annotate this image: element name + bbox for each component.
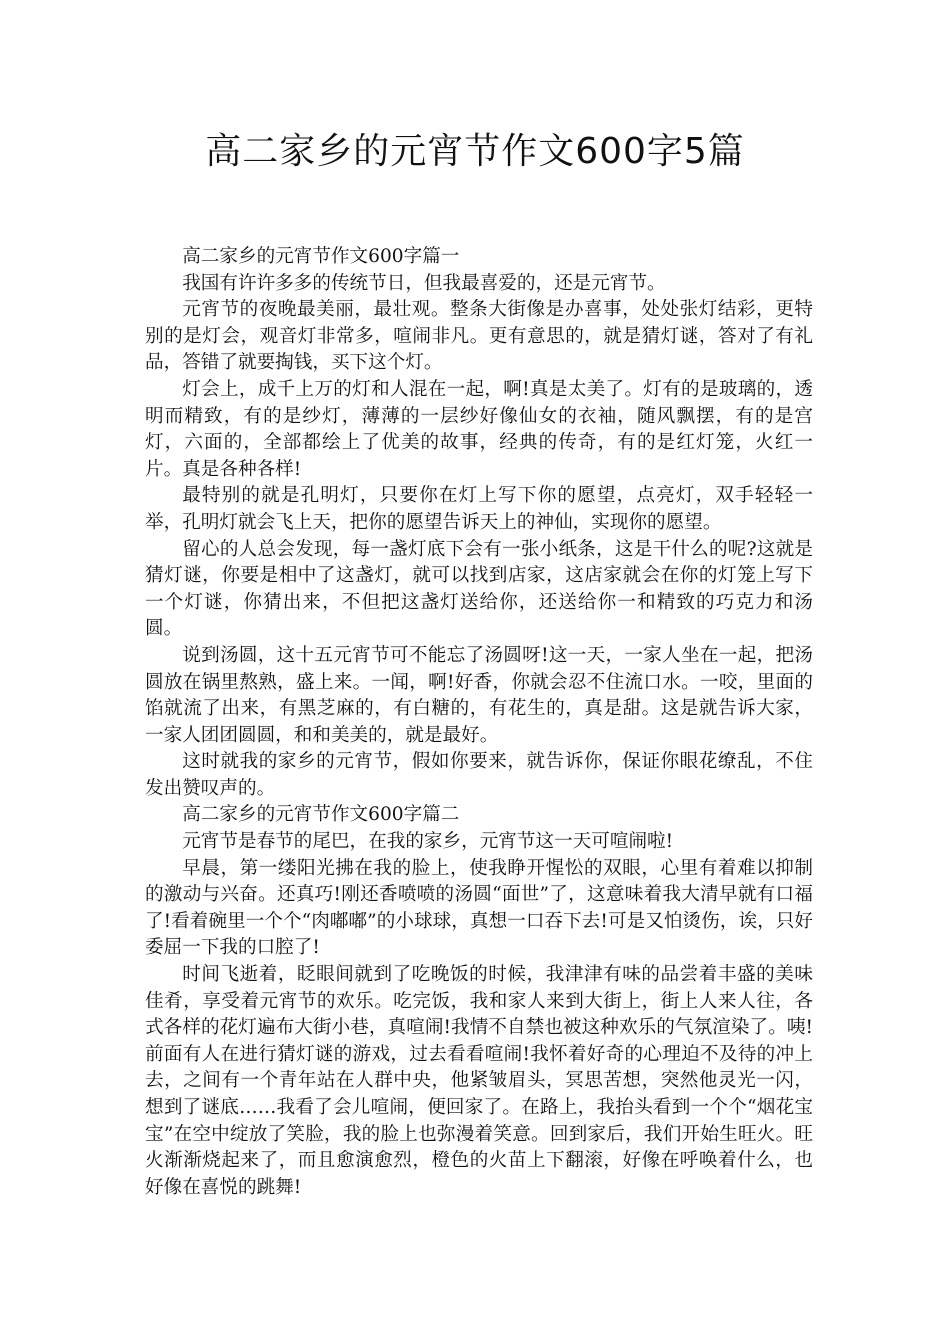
paragraph: 时间飞逝着，眨眼间就到了吃晚饭的时候，我津津有味的品尝着丰盛的美味佳肴，享受着元宵节的欢乐。吃完饭，我和家人来到大街上，街上人来人往，各式各样的花灯遍布大街小巷，真喧闹!我情不自禁也被这种欢乐的气氛渲染了。咦!前面有人在进行猜灯谜的游戏，过去看看喧闹!我怀着好奇的心理迫不及待的冲上去，之间有一个青年站在人群中央，他紧皱眉头，冥思苦想，突然他灵光一闪，想到了谜底……我看了会儿喧闹，便回家了。在路上，我抬头看到一个个“烟花宝宝”在空中绽放了笑脸，我的脸上也弥漫着笑意。回到家后，我们开始生旺火。旺火渐渐烧起来了，而且愈演愈烈，橙色的火苗上下翻滚，好像在呼唤着什么，也好像在喜悦的跳舞! (145, 964, 813, 1198)
section-heading-2: 高二家乡的元宵节作文600字篇二 (182, 804, 460, 826)
section-heading-1: 高二家乡的元宵节作文600字篇一 (182, 246, 460, 267)
paragraph: 我国有许许多多的传统节日，但我最喜爱的，还是元宵节。 (182, 272, 666, 294)
paragraph: 留心的人总会发现，每一盏灯底下会有一张小纸条，这是干什么的呢?这就是猜灯谜，你要是相中了这盏灯，就可以找到店家，这店家就会在你的灯笼上写下一个灯谜，你猜出来，不但把这盏灯送给你，还送给你一和精致的巧克力和汤圆。 (145, 538, 813, 640)
paragraph: 灯会上，成千上万的灯和人混在一起，啊!真是太美了。灯有的是玻璃的，透明而精致，有的是纱灯，薄薄的一层纱好像仙女的衣袖，随风飘摆，有的是宫灯，六面的，全部都绘上了优美的故事，经典的传奇，有的是红灯笼，火红一片。真是各种各样! (145, 378, 813, 480)
document-body (145, 244, 813, 1201)
paragraph: 说到汤圆，这十五元宵节可不能忘了汤圆呀!这一天，一家人坐在一起，把汤圆放在锅里熬熟，盛上来。一闻，啊!好香，你就会忍不住流口水。一咬，里面的馅就流了出来，有黑芝麻的，有白糖的，有花生的，真是甜。这是就告诉大家，一家人团团圆圆，和和美美的，就是最好。 (145, 644, 813, 746)
document-title: 高二家乡的元宵节作文600字5篇 (205, 131, 745, 172)
paragraph: 这时就我的家乡的元宵节，假如你要来，就告诉你，保证你眼花缭乱，不住发出赞叹声的。 (145, 751, 813, 799)
paragraph: 最特别的就是孔明灯，只要你在灯上写下你的愿望，点亮灯，双手轻轻一举，孔明灯就会飞上天，把你的愿望告诉天上的神仙，实现你的愿望。 (145, 485, 813, 533)
paragraph: 早晨，第一缕阳光拂在我的脸上，使我睁开惺忪的双眼，心里有着难以抑制的激动与兴奋。还真巧!刚还香喷喷的汤圆“面世”了，这意味着我大清早就有口福了!看着碗里一个个“肉嘟嘟”的小球球，真想一口吞下去!可是又怕烫伤，诶，只好委屈一下我的口腔了! (145, 857, 813, 959)
paragraph: 元宵节是春节的尾巴，在我的家乡，元宵节这一天可喧闹啦! (182, 831, 674, 853)
paragraph: 元宵节的夜晚最美丽，最壮观。整条大街像是办喜事，处处张灯结彩，更特别的是灯会，观音灯非常多，喧闹非凡。更有意思的，就是猜灯谜，答对了有礼品，答错了就要掏钱，买下这个灯。 (145, 299, 813, 374)
